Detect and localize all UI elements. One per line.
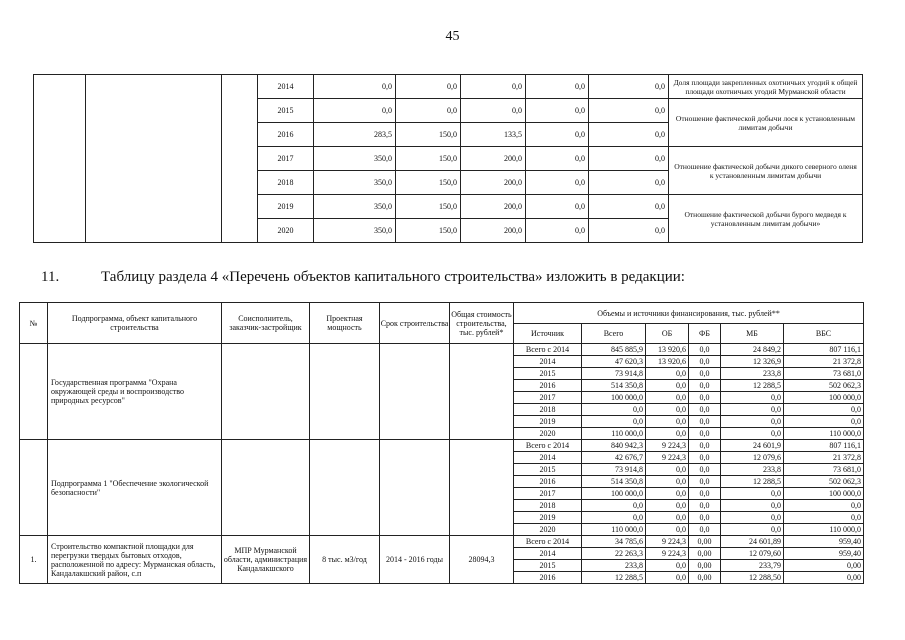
indicator-cell: Доля площади закрепленных охотничьих угодий к общей площади охотничьих угодий Мурманской области — [669, 75, 863, 99]
period-cell — [380, 344, 450, 440]
fb-cell: 0,0 — [689, 392, 721, 404]
cost-cell: 28094,3 — [450, 536, 514, 584]
mb-cell: 24 849,2 — [721, 344, 784, 356]
value-cell: 200,0 — [461, 195, 526, 219]
ob-cell: 13 920,6 — [646, 356, 689, 368]
header-mb: МБ — [721, 324, 784, 344]
fb-cell: 0,00 — [689, 560, 721, 572]
value-cell: 150,0 — [396, 147, 461, 171]
mb-cell: 233,79 — [721, 560, 784, 572]
capital-construction-table — [19, 302, 864, 584]
vbs-cell: 502 062,3 — [784, 380, 864, 392]
year-cell: 2014 — [258, 75, 314, 99]
value-cell: 150,0 — [396, 195, 461, 219]
vbs-cell: 0,00 — [784, 572, 864, 584]
year-cell: 2019 — [258, 195, 314, 219]
ob-cell: 0,0 — [646, 572, 689, 584]
total-cell: 73 914,8 — [582, 368, 646, 380]
vbs-cell: 959,40 — [784, 536, 864, 548]
empty-col-3 — [222, 75, 258, 243]
vbs-cell: 73 681,0 — [784, 464, 864, 476]
value-cell: 0,0 — [589, 123, 669, 147]
fb-cell: 0,0 — [689, 452, 721, 464]
capacity-cell: 8 тыс. м3/год — [310, 536, 380, 584]
source-cell: 2020 — [514, 524, 582, 536]
source-cell: 2016 — [514, 476, 582, 488]
value-cell: 0,0 — [526, 99, 589, 123]
vbs-cell: 21 372,8 — [784, 356, 864, 368]
total-cell: 100 000,0 — [582, 392, 646, 404]
total-cell: 845 885,9 — [582, 344, 646, 356]
total-cell: 0,0 — [582, 500, 646, 512]
fb-cell: 0,0 — [689, 476, 721, 488]
source-cell: 2018 — [514, 404, 582, 416]
value-cell: 0,0 — [314, 99, 396, 123]
ob-cell: 0,0 — [646, 404, 689, 416]
indicator-cell: Отношение фактической добычи дикого северного оленя к установленным лимитам добычи — [669, 147, 863, 195]
row-number: 1. — [20, 536, 48, 584]
value-cell: 0,0 — [396, 75, 461, 99]
table-row — [20, 536, 864, 548]
ob-cell: 0,0 — [646, 560, 689, 572]
header-period: Срок строительства — [380, 303, 450, 344]
mb-cell: 12 288,5 — [721, 476, 784, 488]
value-cell: 0,0 — [461, 99, 526, 123]
header-capacity: Проектная мощность — [310, 303, 380, 344]
value-cell: 283,5 — [314, 123, 396, 147]
value-cell: 0,0 — [589, 219, 669, 243]
mb-cell: 24 601,9 — [721, 440, 784, 452]
fb-cell: 0,00 — [689, 548, 721, 560]
section-text: Таблицу раздела 4 «Перечень объектов капитального строительства» изложить в редакции: — [101, 269, 685, 285]
ob-cell: 13 920,6 — [646, 344, 689, 356]
ob-cell: 9 224,3 — [646, 536, 689, 548]
source-cell: 2014 — [514, 548, 582, 560]
value-cell: 0,0 — [526, 219, 589, 243]
mb-cell: 0,0 — [721, 416, 784, 428]
source-cell: 2017 — [514, 488, 582, 500]
header-total: Всего — [582, 324, 646, 344]
year-cell: 2016 — [258, 123, 314, 147]
mb-cell: 12 288,5 — [721, 380, 784, 392]
header-ob: ОБ — [646, 324, 689, 344]
total-cell: 34 785,6 — [582, 536, 646, 548]
ob-cell: 0,0 — [646, 416, 689, 428]
ob-cell: 0,0 — [646, 488, 689, 500]
ob-cell: 0,0 — [646, 428, 689, 440]
value-cell: 200,0 — [461, 219, 526, 243]
total-cell: 233,8 — [582, 560, 646, 572]
total-cell: 42 676,7 — [582, 452, 646, 464]
page-number: 45 — [445, 29, 460, 44]
fb-cell: 0,0 — [689, 404, 721, 416]
mb-cell: 233,8 — [721, 464, 784, 476]
section-number: 11. — [41, 269, 60, 285]
table-row — [20, 440, 864, 452]
source-cell: Всего с 2014 — [514, 344, 582, 356]
ob-cell: 0,0 — [646, 476, 689, 488]
table-row — [34, 75, 863, 99]
indicator-cell: Отношение фактической добычи бурого медведя к установленным лимитам добычи» — [669, 195, 863, 243]
total-cell: 22 263,3 — [582, 548, 646, 560]
period-cell — [380, 440, 450, 536]
total-cell: 110 000,0 — [582, 524, 646, 536]
program-name: Подпрограмма 1 "Обеспечение экологической безопасности" — [48, 440, 222, 536]
ob-cell: 0,0 — [646, 500, 689, 512]
value-cell: 0,0 — [526, 171, 589, 195]
vbs-cell: 100 000,0 — [784, 392, 864, 404]
value-cell: 0,0 — [589, 147, 669, 171]
period-cell: 2014 - 2016 годы — [380, 536, 450, 584]
mb-cell: 0,0 — [721, 524, 784, 536]
source-cell: 2015 — [514, 464, 582, 476]
indicators-table — [33, 74, 863, 243]
source-cell: 2019 — [514, 416, 582, 428]
value-cell: 0,0 — [589, 171, 669, 195]
source-cell: Всего с 2014 — [514, 536, 582, 548]
total-cell: 0,0 — [582, 512, 646, 524]
value-cell: 0,0 — [589, 99, 669, 123]
mb-cell: 0,0 — [721, 392, 784, 404]
year-cell: 2020 — [258, 219, 314, 243]
vbs-cell: 807 116,1 — [784, 344, 864, 356]
program-name: Строительство компактной площадки для перегрузки твердых бытовых отходов, расположенной по адресу: Мурманская область, Кандалакшский район, с.п — [48, 536, 222, 584]
mb-cell: 12 326,9 — [721, 356, 784, 368]
fb-cell: 0,0 — [689, 416, 721, 428]
table-row — [20, 344, 864, 356]
capacity-cell — [310, 440, 380, 536]
header-executor: Соисполнитель, заказчик-застройщик — [222, 303, 310, 344]
total-cell: 12 288,5 — [582, 572, 646, 584]
program-name: Государственная программа "Охрана окружающей среды и воспроизводство природных ресурсов" — [48, 344, 222, 440]
vbs-cell: 21 372,8 — [784, 452, 864, 464]
year-cell: 2018 — [258, 171, 314, 195]
mb-cell: 0,0 — [721, 500, 784, 512]
source-cell: 2020 — [514, 428, 582, 440]
value-cell: 0,0 — [526, 147, 589, 171]
header-funding: Объемы и источники финансирования, тыс. рублей** — [514, 303, 864, 324]
vbs-cell: 0,0 — [784, 404, 864, 416]
header-vbs: ВБС — [784, 324, 864, 344]
fb-cell: 0,00 — [689, 536, 721, 548]
vbs-cell: 110 000,0 — [784, 428, 864, 440]
value-cell: 350,0 — [314, 195, 396, 219]
header-program: Подпрограмма, объект капитального строительства — [48, 303, 222, 344]
mb-cell: 233,8 — [721, 368, 784, 380]
fb-cell: 0,0 — [689, 344, 721, 356]
mb-cell: 12 079,6 — [721, 452, 784, 464]
vbs-cell: 0,0 — [784, 500, 864, 512]
vbs-cell: 0,00 — [784, 560, 864, 572]
value-cell: 200,0 — [461, 147, 526, 171]
executor-cell — [222, 440, 310, 536]
fb-cell: 0,0 — [689, 368, 721, 380]
fb-cell: 0,0 — [689, 524, 721, 536]
total-cell: 73 914,8 — [582, 464, 646, 476]
empty-col-2 — [86, 75, 222, 243]
source-cell: 2019 — [514, 512, 582, 524]
value-cell: 0,0 — [526, 75, 589, 99]
source-cell: 2018 — [514, 500, 582, 512]
year-cell: 2015 — [258, 99, 314, 123]
mb-cell: 12 288,50 — [721, 572, 784, 584]
ob-cell: 9 224,3 — [646, 452, 689, 464]
cost-cell — [450, 344, 514, 440]
value-cell: 0,0 — [314, 75, 396, 99]
source-cell: 2014 — [514, 452, 582, 464]
value-cell: 133,5 — [461, 123, 526, 147]
ob-cell: 0,0 — [646, 368, 689, 380]
empty-col-1 — [34, 75, 86, 243]
row-number — [20, 344, 48, 440]
mb-cell: 24 601,89 — [721, 536, 784, 548]
vbs-cell: 959,40 — [784, 548, 864, 560]
value-cell: 0,0 — [461, 75, 526, 99]
source-cell: 2015 — [514, 368, 582, 380]
fb-cell: 0,0 — [689, 512, 721, 524]
ob-cell: 0,0 — [646, 464, 689, 476]
value-cell: 350,0 — [314, 219, 396, 243]
section-caption — [33, 269, 685, 286]
value-cell: 350,0 — [314, 147, 396, 171]
ob-cell: 0,0 — [646, 524, 689, 536]
source-cell: 2015 — [514, 560, 582, 572]
cost-cell — [450, 440, 514, 536]
vbs-cell: 807 116,1 — [784, 440, 864, 452]
ob-cell: 0,0 — [646, 512, 689, 524]
mb-cell: 0,0 — [721, 428, 784, 440]
vbs-cell: 73 681,0 — [784, 368, 864, 380]
total-cell: 0,0 — [582, 404, 646, 416]
year-cell: 2017 — [258, 147, 314, 171]
value-cell: 0,0 — [396, 99, 461, 123]
value-cell: 0,0 — [526, 195, 589, 219]
fb-cell: 0,0 — [689, 380, 721, 392]
source-cell: 2017 — [514, 392, 582, 404]
value-cell: 150,0 — [396, 123, 461, 147]
header-cost: Общая стоимость строительства, тыс. рублей* — [450, 303, 514, 344]
fb-cell: 0,0 — [689, 500, 721, 512]
row-number — [20, 440, 48, 536]
value-cell: 0,0 — [526, 123, 589, 147]
value-cell: 150,0 — [396, 219, 461, 243]
mb-cell: 0,0 — [721, 512, 784, 524]
total-cell: 110 000,0 — [582, 428, 646, 440]
total-cell: 0,0 — [582, 416, 646, 428]
fb-cell: 0,0 — [689, 440, 721, 452]
indicator-cell: Отношение фактической добычи лося к установленным лимитам добычи — [669, 99, 863, 147]
vbs-cell: 0,0 — [784, 416, 864, 428]
total-cell: 47 620,3 — [582, 356, 646, 368]
source-cell: 2014 — [514, 356, 582, 368]
total-cell: 514 350,8 — [582, 380, 646, 392]
ob-cell: 0,0 — [646, 392, 689, 404]
header-num: № — [20, 303, 48, 344]
total-cell: 100 000,0 — [582, 488, 646, 500]
vbs-cell: 0,0 — [784, 512, 864, 524]
total-cell: 840 942,3 — [582, 440, 646, 452]
header-fb: ФБ — [689, 324, 721, 344]
value-cell: 0,0 — [589, 75, 669, 99]
executor-cell — [222, 344, 310, 440]
value-cell: 150,0 — [396, 171, 461, 195]
fb-cell: 0,0 — [689, 428, 721, 440]
fb-cell: 0,0 — [689, 488, 721, 500]
source-cell: 2016 — [514, 572, 582, 584]
ob-cell: 9 224,3 — [646, 440, 689, 452]
source-cell: 2016 — [514, 380, 582, 392]
mb-cell: 0,0 — [721, 404, 784, 416]
source-cell: Всего с 2014 — [514, 440, 582, 452]
capacity-cell — [310, 344, 380, 440]
value-cell: 200,0 — [461, 171, 526, 195]
vbs-cell: 110 000,0 — [784, 524, 864, 536]
total-cell: 514 350,8 — [582, 476, 646, 488]
mb-cell: 0,0 — [721, 488, 784, 500]
header-source: Источник — [514, 324, 582, 344]
fb-cell: 0,0 — [689, 356, 721, 368]
ob-cell: 0,0 — [646, 380, 689, 392]
fb-cell: 0,00 — [689, 572, 721, 584]
value-cell: 0,0 — [589, 195, 669, 219]
mb-cell: 12 079,60 — [721, 548, 784, 560]
vbs-cell: 100 000,0 — [784, 488, 864, 500]
value-cell: 350,0 — [314, 171, 396, 195]
ob-cell: 9 224,3 — [646, 548, 689, 560]
vbs-cell: 502 062,3 — [784, 476, 864, 488]
fb-cell: 0,0 — [689, 464, 721, 476]
executor-cell: МПР Мурманской области, администрация Кандалакшского — [222, 536, 310, 584]
